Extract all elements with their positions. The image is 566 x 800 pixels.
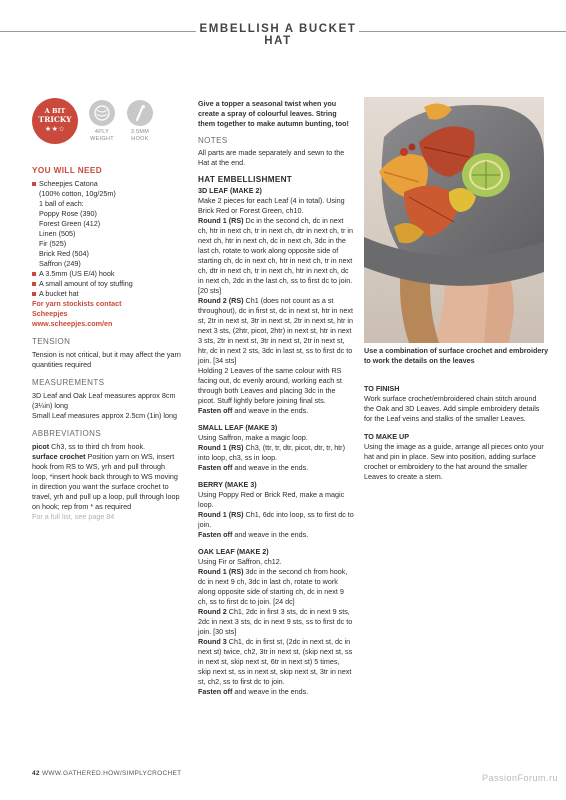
yarn-colour: Forest Green (412) (39, 219, 101, 228)
stockists-line: For yarn stockists contact (32, 299, 122, 308)
small-leaf-fasten: Fasten off and weave in the ends. (198, 463, 309, 472)
page-header (0, 20, 566, 47)
abbreviations-heading: ABBREVIATIONS (32, 429, 102, 438)
to-make-up-text: Using the image as a guide, arrange all pieces onto your hat and pin in place. Sew into position, adding surface crochet or embroidery to the hat around the smaller Leaves to create a stem. (364, 442, 544, 481)
yarn-colour: Linen (505) (39, 229, 76, 238)
right-column (364, 384, 544, 482)
small-leaf-intro: Using Saffron, make a magic loop. (198, 433, 308, 442)
abbr-surface-crochet: surface crochet Position yarn on WS, insert hook from RS to WS, yrh and pull through loop, *insert hook back through to WS moving in direction you want the surface crochet to travel, yrh and pull up a loop, pull through loop on hook; rep from * as required (32, 452, 180, 511)
yarn-colour: Brick Red (504) (39, 249, 89, 258)
hat-photo (364, 97, 544, 343)
page-number: 42 (32, 770, 40, 777)
header-rule-right (359, 31, 566, 32)
hook-label: HOOK (131, 135, 149, 142)
intro-text: Give a topper a seasonal twist when you create a spray of colourful leaves. String them together to make autumn bunting, too! (198, 99, 349, 128)
yarn-weight-badge (82, 100, 122, 142)
measurements-heading: MEASUREMENTS (32, 378, 105, 387)
materials-hook-item: A 3.5mm (US E/4) hook (32, 269, 182, 279)
yarn-detail: (100% cotton, 10g/25m) (39, 189, 116, 198)
weight-value: 4PLY (94, 129, 110, 135)
leaf3d-joining: Holding 2 Leaves of the same colour with RS facing out, dc evenly around, working each st through both Leaves and placing 3dc in the picot. Stuff lightly before joining final sts. (198, 366, 342, 405)
photo-caption: Use a combination of surface crochet and embroidery to work the details on the leaves (364, 346, 549, 365)
difficulty-label-2: TRICKY (38, 115, 72, 124)
difficulty-badge (32, 98, 78, 144)
hook-value: 3.5MM (130, 129, 150, 135)
berry-round1: Round 1 (RS) Ch1, 6dc into loop, ss to first dc to join. (198, 510, 354, 529)
leaf3d-fasten: Fasten off and weave in the ends. (198, 406, 309, 415)
tension-heading: TENSION (32, 337, 71, 346)
oak-leaf-fasten: Fasten off and weave in the ends. (198, 687, 309, 696)
yarn-detail: 1 ball of each: (39, 199, 84, 208)
to-finish-text: Work surface crochet/embroidered chain stitch around the Oak and 3D Leaves. Add simple embroidery details for the Leaf veins and stalks of the smaller Leaves. (364, 394, 540, 423)
to-make-up-heading: TO MAKE UP (364, 432, 409, 441)
abbr-more-link: For a full list, see page 84 (32, 512, 115, 521)
footer-url: WWW.GATHERED.HOW/SIMPLYCROCHET (39, 770, 182, 777)
yarn-colour: Poppy Rose (390) (39, 209, 97, 218)
oak-leaf-round1: Round 1 (RS) 3dc in the second ch from hook, dc in next 9 ch, 3dc in last ch, rotate to work along opposite side of starting ch, dc in next 9 ch, ss to first dc to join. [24 dc] (198, 567, 348, 606)
watermark: PassionForum.ru (481, 773, 558, 783)
hook-size-badge (120, 100, 160, 142)
leaf3d-round2: Round 2 (RS) Ch1 (does not count as a st throughout), dc in first st, dc in next st, htr in next st, 2tr in next st, 3tr in next st, 2tr in next st, htr in next 3 sts, (2htr, picot, 2htr) in next st, htr in next 3 sts, 2tr in next st, 3tr in next st, 2tr in next st, htr, dc in next 2 sts, 3dc in last st, ss to first dc to join. [34 sts] (198, 296, 354, 365)
leaf3d-heading: 3D LEAF (MAKE 2) (198, 186, 262, 195)
notes-text: All parts are made separately and sewn to the Hat at the end. (198, 148, 345, 167)
materials-hat-item: A bucket hat (32, 289, 182, 299)
leaf3d-intro: Make 2 pieces for each Leaf (4 in total). Using Brick Red or Forest Green, ch10. (198, 196, 345, 215)
berry-intro: Using Poppy Red or Brick Red, make a magic loop. (198, 490, 345, 509)
pattern-badges (32, 98, 162, 150)
difficulty-stars: ★★☆ (44, 126, 66, 133)
yarn-colour: Fir (525) (39, 239, 67, 248)
berry-fasten: Fasten off and weave in the ends. (198, 530, 309, 539)
oak-leaf-round3: Round 3 Ch1, dc in first st, (2dc in next st, dc in next st) twice, ch2, 3tr in next st, (skip next st, ss in next st, skip next st, 6tr in next st) 5 times, skip next st, ss in next st, skip next st, 3tr in next st, ch2, ss to first dc to join. (198, 637, 353, 686)
oak-leaf-round2: Round 2 Ch1, 2dc in first 3 sts, dc in next 9 sts, 2dc in next 3 sts, dc in next 9 sts, ss to first dc to join. [30 sts] (198, 607, 353, 636)
notes-heading: NOTES (198, 136, 228, 145)
small-leaf-heading: SMALL LEAF (MAKE 3) (198, 423, 278, 432)
abbr-picot: picot Ch3, ss to third ch from hook. (32, 442, 146, 451)
stockists-brand: Scheepjes (32, 309, 68, 318)
measurements-text-2: Small Leaf measures approx 2.5cm (1in) long (32, 411, 178, 420)
left-column (32, 166, 182, 522)
small-leaf-round1: Round 1 (RS) Ch3, (ttr, tr, dtr, picot, dtr, tr, htr) into loop, ch3, ss in loop. (198, 443, 345, 462)
leaf3d-round1: Round 1 (RS) Dc in the second ch, dc in next ch, htr in next ch, tr in next ch, dtr in next ch, tr in next ch, htr in next ch, dc in next ch, 3dc in the last ch, rotate to work along opposite side of starting ch, dc in next ch, htr in next ch, tr in next ch, dtr in next ch, tr in next ch, htr in next ch, dc in next ch, 2dc in the last ch, ss to first dc to join. [20 sts] (198, 216, 353, 295)
yarn-colour: Saffron (249) (39, 259, 81, 268)
tension-text: Tension is not critical, but it may affect the yarn quantities required (32, 350, 181, 369)
crochet-hook-icon (127, 100, 153, 126)
materials-stuffing-item: A small amount of toy stuffing (32, 279, 182, 289)
yarn-ball-icon (89, 100, 115, 126)
page-title: EMBELLISH A BUCKET HAT (199, 23, 357, 47)
materials-yarn-item: Scheepjes Catona (32, 179, 182, 189)
measurements-text-1: 3D Leaf and Oak Leaf measures approx 8cm (3¼in) long (32, 391, 176, 410)
to-finish-heading: TO FINISH (364, 384, 400, 393)
berry-heading: BERRY (MAKE 3) (198, 480, 257, 489)
page-footer (32, 770, 181, 777)
oak-leaf-intro: Using Fir or Saffron, ch12. (198, 557, 282, 566)
header-rule-left (0, 31, 196, 32)
middle-column (198, 99, 354, 697)
you-will-need-heading: YOU WILL NEED (32, 166, 103, 175)
oak-leaf-heading: OAK LEAF (MAKE 2) (198, 547, 269, 556)
weight-label: WEIGHT (90, 135, 114, 142)
difficulty-label-1: A BIT (44, 107, 66, 115)
embellishment-heading: HAT EMBELLISHMENT (198, 175, 293, 184)
stockists-link[interactable]: www.scheepjes.com/en (32, 319, 113, 328)
